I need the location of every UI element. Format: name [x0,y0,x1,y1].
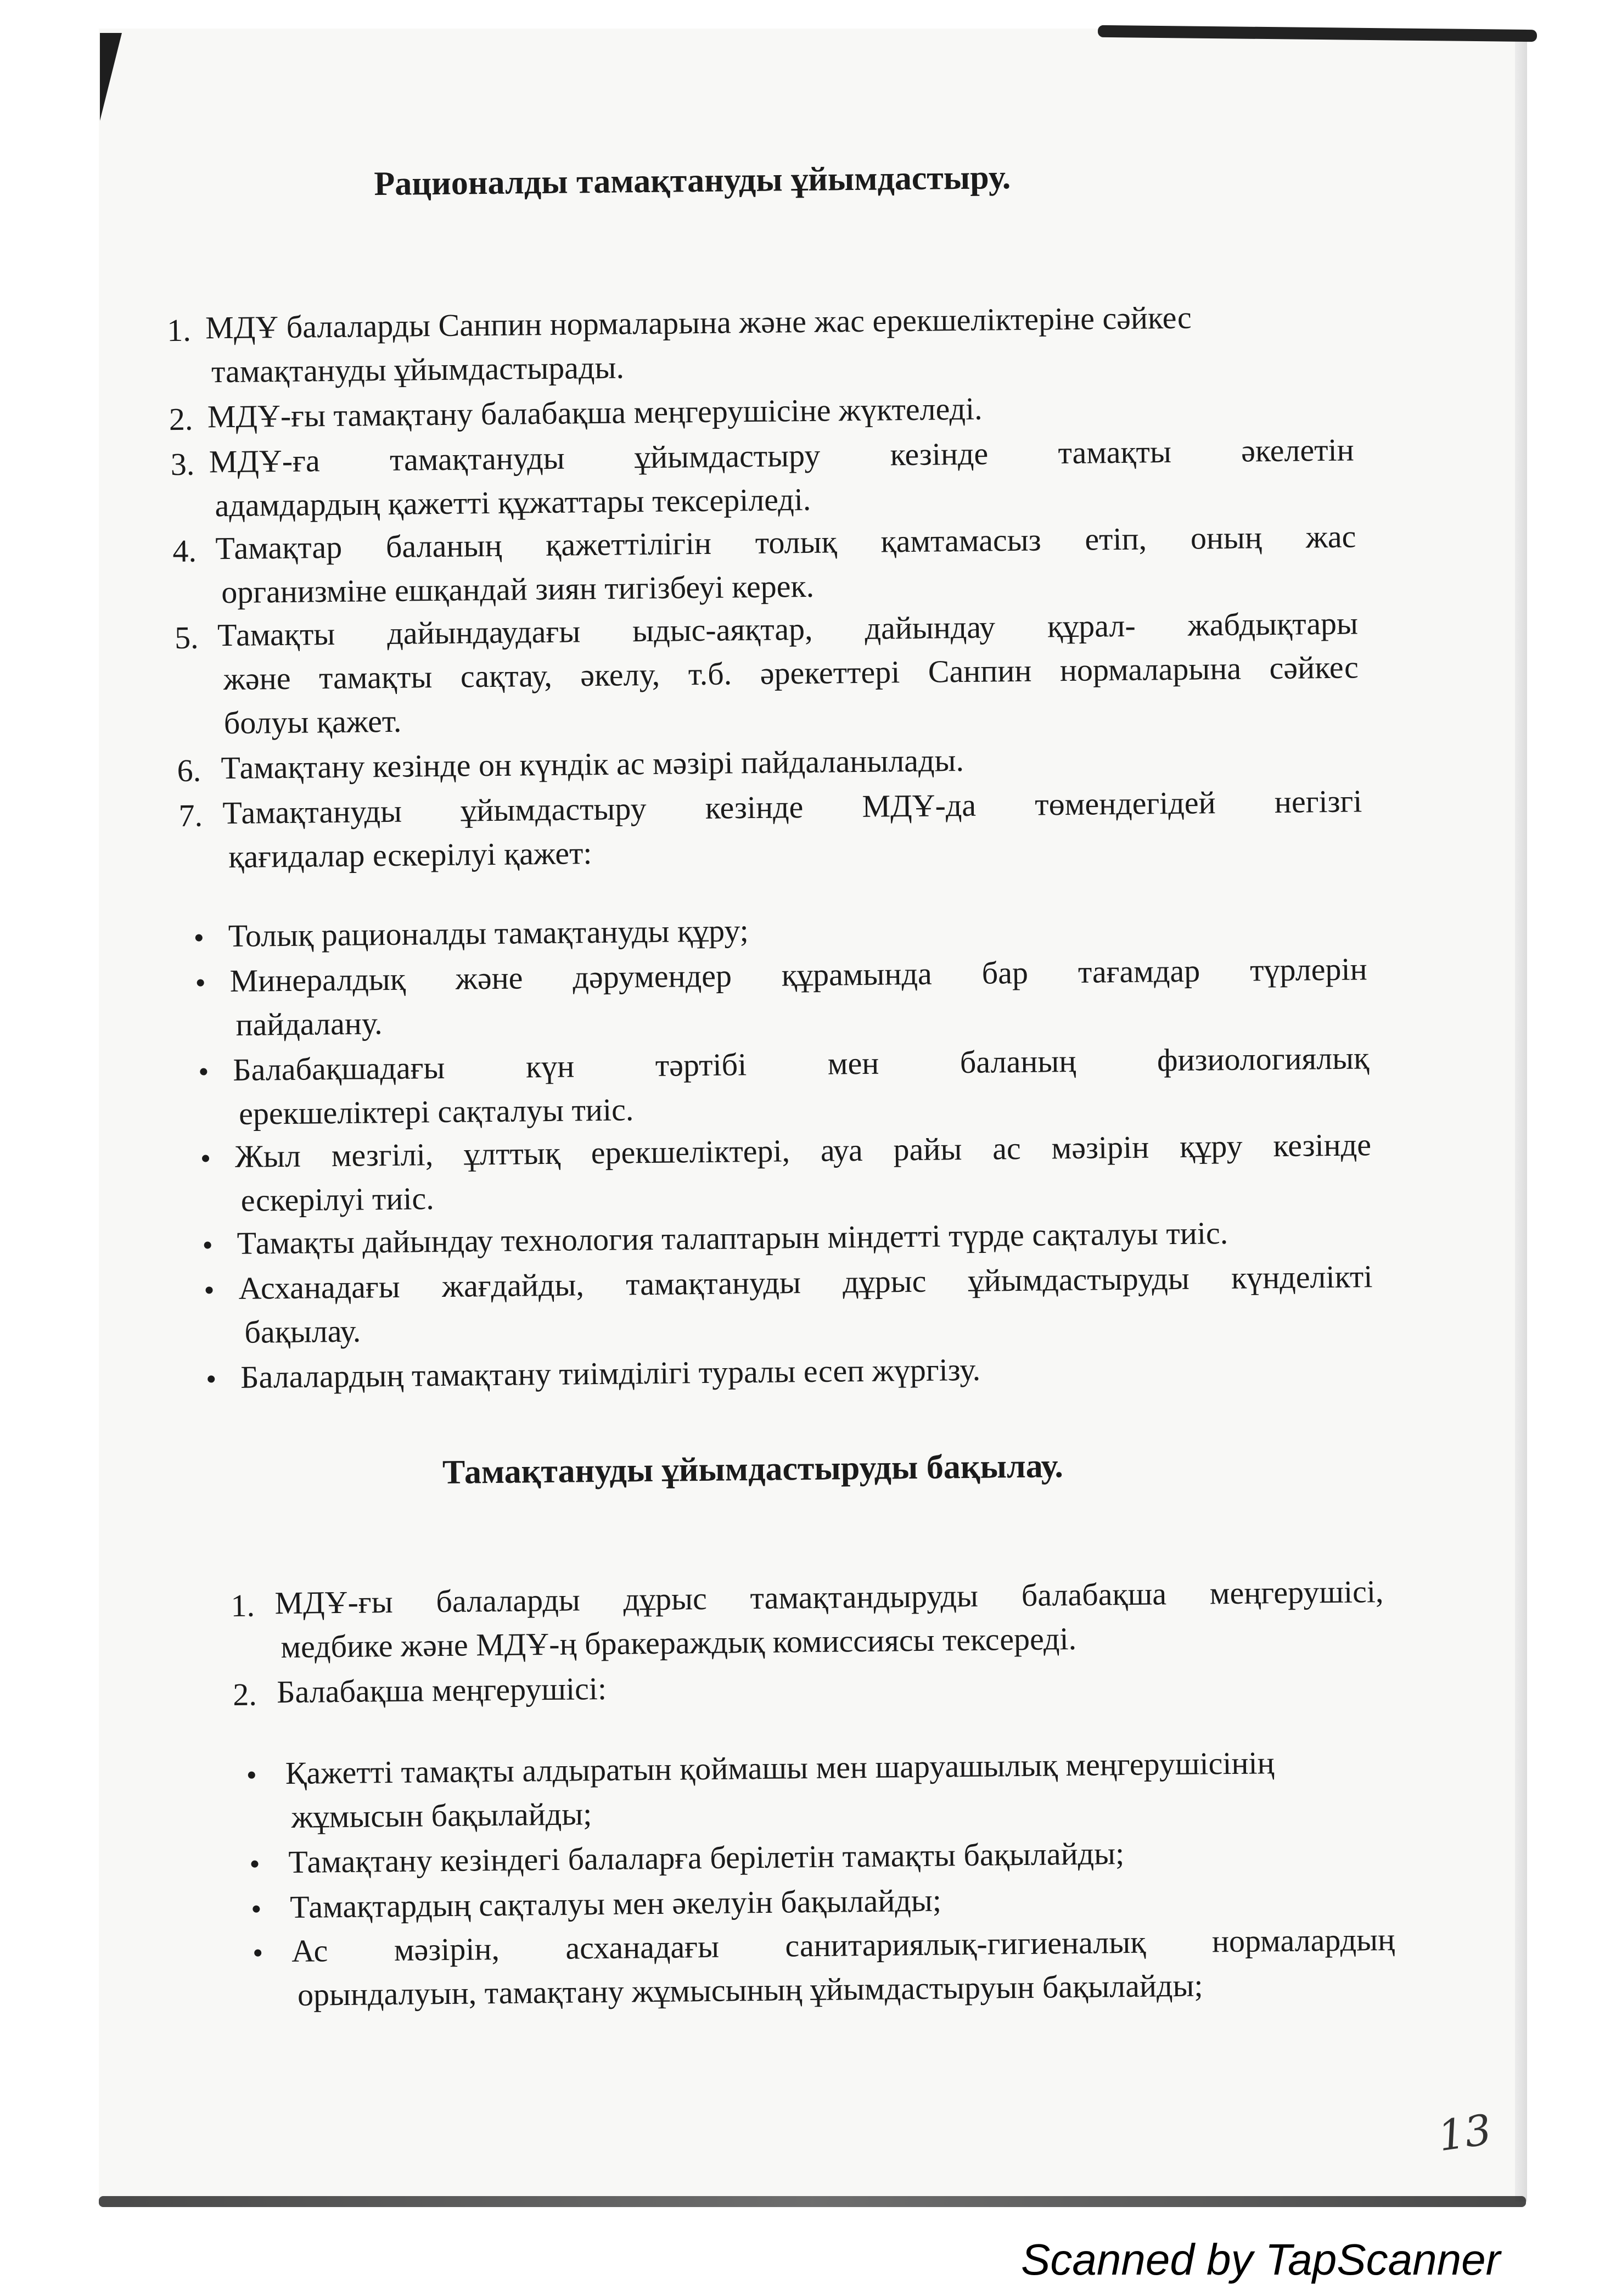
list-item-line: МДҰ-ғы тамақтану балабақша меңгерушісіне жүктеледі. [207,390,983,435]
bullet-marker [200,1068,207,1075]
list-item-line: МДҰ балаларды Санпин нормаларына және жас ерекшеліктеріне сәйкес [205,299,1192,346]
list-item-line: болуы қажет. [223,703,402,741]
list-item-line: қағидалар ескерілуі қажет: [228,835,592,875]
bullet-marker [204,1241,211,1248]
list-item-line: организміне ешқандай зиян тигізбеуі керек. [221,568,815,611]
bullet-item-line: Тамақтану кезіндегі балаларға берілетін тамақты бақылайды; [288,1835,1125,1880]
bullet-marker [248,1772,255,1779]
bullet-item-line: Қажетті тамақты алдыратын қоймашы мен шаруашылық меңгерушісінің [285,1745,1275,1791]
list-number: 1. [166,312,192,349]
bullet-marker [254,1950,261,1957]
bullet-item-line: орындалуын, тамақтану жұмысының ұйымдастыруын бақылайды; [297,1967,1203,2013]
list-number: 5. [174,619,199,656]
bullet-item-line: Тамақты дайындау технология талаптарын міндетті түрде сақталуы тиіс. [237,1214,1228,1261]
list-item-line: медбике және МДҰ-ң бракераждық комиссиясы тексереді. [280,1620,1077,1665]
list-item-line: және тамақты сақтау, әкелу, т.б. әрекеттері Санпин нормаларына сәйкес [223,649,1359,697]
list-number: 7. [178,797,203,833]
list-item-line: адамдардың қажетті құжаттары тексеріледі. [215,481,811,524]
list-item-line: МДҰ-ға тамақтануды ұйымдастыру кезінде тамақты әкелетін [209,432,1354,480]
bullet-item-line: Минералдық және дәрумендер құрамында бар тағамдар түрлерін [229,951,1367,999]
page-number: 13 [1435,2104,1495,2161]
list-number: 6. [177,752,201,788]
list-item-line: Балабақша меңгерушісі: [276,1670,607,1710]
bullet-item-line: пайдалану. [235,1005,383,1043]
bullet-item-line: Жыл мезгілі, ұлттық ерекшеліктері, ауа райы ас мәзірін құру кезінде [234,1127,1372,1174]
bullet-marker [207,1375,215,1382]
bullet-item-line: ескерілуі тиіс. [240,1180,434,1218]
bullet-marker [202,1155,209,1162]
list-number: 2. [232,1676,257,1713]
list-number: 3. [170,446,195,483]
list-item-line: тамақтануды ұйымдастырады. [211,349,625,390]
bullet-item-line: Тамақтардың сақталуы мен әкелуін бақылайды; [289,1882,942,1925]
bullet-item-line: бақылау. [244,1313,361,1350]
list-item-line: МДҰ-ғы балаларды дұрыс тамақтандыруды балабақша меңгерушісі, [274,1573,1384,1621]
bullet-marker [251,1861,258,1868]
bullet-item-line: Ас мәзірін, асханадағы санитариялық-гигиеналық нормалардың [291,1921,1395,1969]
bullet-item-line: жұмысын бақылайды; [291,1796,592,1835]
bullet-item-line: Асханадағы жағдайды, тамақтануды дұрыс ұйымдастыруды күнделікті [238,1258,1373,1306]
bullet-marker [197,979,204,987]
list-number: 2. [169,401,193,438]
list-number: 4. [172,533,197,569]
bullet-item-line: Балабақшадағы күн тәртібі мен баланың физиологиялық [233,1040,1370,1088]
scanner-watermark: Scanned by TapScanner [1021,2235,1501,2284]
bullet-marker [252,1906,260,1913]
section-title: Рационалды тамақтануды ұйымдастыру. [374,159,1011,203]
bullet-marker [205,1286,212,1293]
list-number: 1. [231,1587,255,1624]
bullet-marker [195,934,203,942]
list-item-line: Тамақтар баланың қажеттілігін толық қамтамасыз етіп, оның жас [215,518,1356,567]
bullet-item-line: ерекшеліктері сақталуы тиіс. [238,1091,634,1132]
list-item-line: Тамақты дайындаудағы ыдыс-аяқтар, дайындау құрал- жабдықтары [217,605,1359,653]
bullet-item-line: Балалардың тамақтану тиімділігі туралы есеп жүргізу. [240,1351,981,1395]
list-item-line: Тамақтану кезінде он күндік ас мәзірі пайдаланылады. [221,742,964,786]
bullet-item-line: Толық рационалды тамақтануды құру; [228,912,749,954]
section-title: Тамақтануды ұйымдастыруды бақылау. [442,1447,1064,1492]
list-item-line: Тамақтануды ұйымдастыру кезінде МДҰ-да төмендегідей негізгі [222,783,1362,831]
